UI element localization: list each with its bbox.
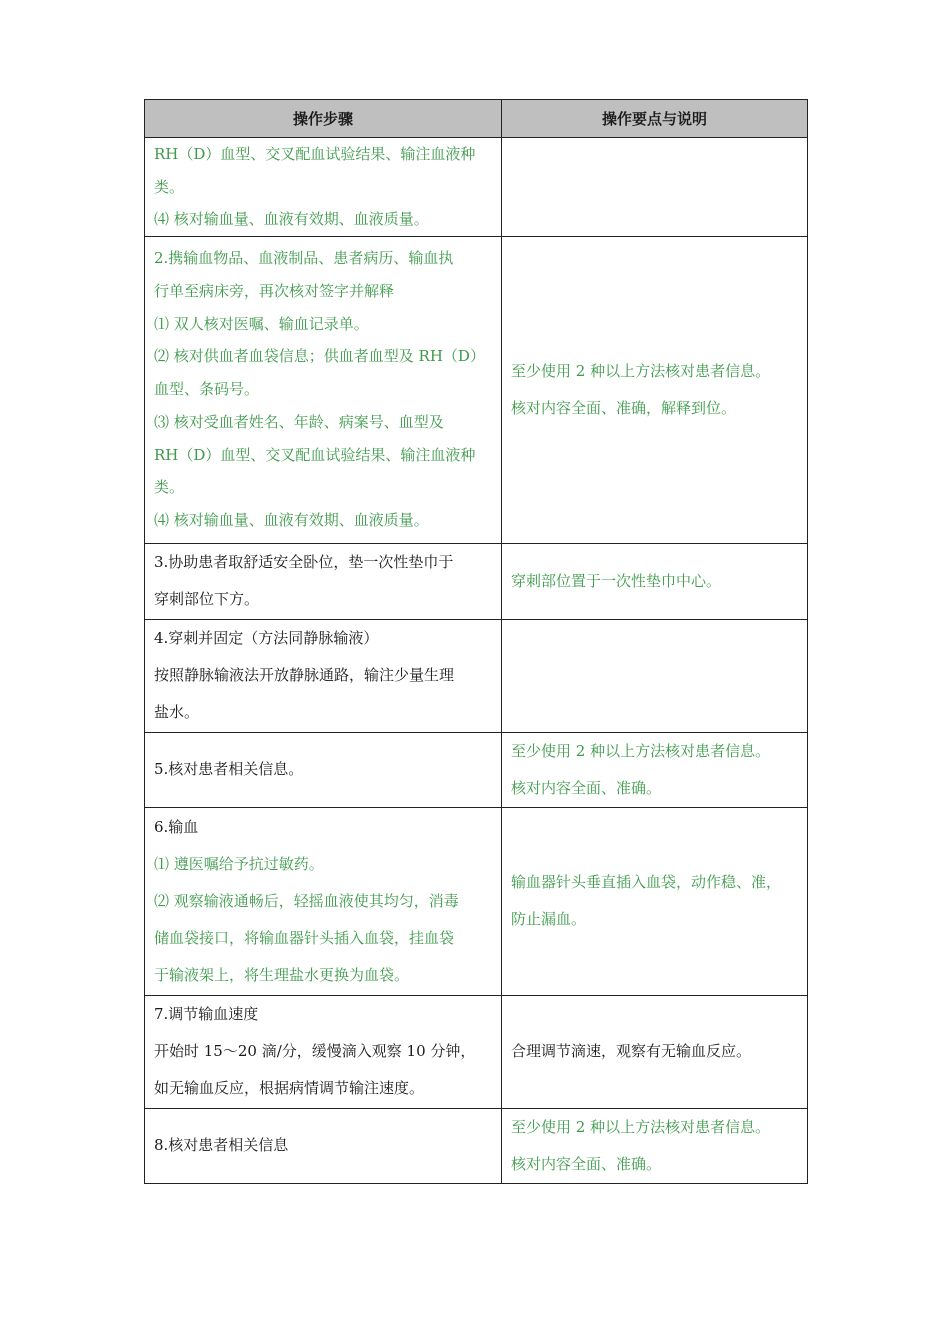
step-cell (145, 995, 502, 1108)
procedure-table (144, 99, 808, 1184)
step-line: 盐水。 (154, 703, 200, 721)
step-line: ⑷ 核对输血量、血液有效期、血液质量。 (154, 210, 429, 228)
table-row (145, 1108, 808, 1183)
step-line: 穿刺部位下方。 (154, 590, 260, 608)
step-line: ⑵ 观察输液通畅后，轻摇血液使其均匀，消毒 (154, 891, 459, 910)
step-cell (145, 543, 502, 619)
table-row (145, 807, 808, 995)
step-line: 行单至病床旁，再次核对签字并解释 (154, 281, 395, 300)
step-line: 血型、条码号。 (154, 380, 260, 399)
note-line: 核对内容全面、准确。 (511, 1154, 662, 1173)
table-body (145, 138, 808, 1184)
table-row (145, 543, 808, 619)
header-notes: 操作要点与说明 (502, 100, 808, 138)
step-cell (145, 807, 502, 995)
note-cell (502, 807, 808, 995)
table-row (145, 732, 808, 807)
step-line: 8.核对患者相关信息 (154, 1136, 289, 1154)
step-line: 按照静脉输液法开放静脉通路，输注少量生理 (154, 666, 455, 684)
note-cell (502, 236, 808, 543)
note-line: 核对内容全面、准确。 (511, 778, 662, 797)
note-cell (502, 995, 808, 1108)
table-row (145, 619, 808, 732)
note-line: 至少使用 2 种以上方法核对患者信息。 (511, 1117, 771, 1136)
step-line: 如无输血反应，根据病情调节输注速度。 (154, 1079, 425, 1097)
note-line: 合理调节滴速，观察有无输血反应。 (511, 1042, 752, 1060)
note-line: 至少使用 2 种以上方法核对患者信息。 (511, 741, 771, 760)
step-cell (145, 1108, 502, 1183)
note-line: 至少使用 2 种以上方法核对患者信息。 (511, 361, 771, 380)
step-line: 5.核对患者相关信息。 (154, 760, 304, 778)
step-line: ⑶ 核对受血者姓名、年龄、病案号、血型及 (154, 412, 444, 431)
step-line: ⑴ 双人核对医嘱、输血记录单。 (154, 314, 369, 333)
step-line: ⑷ 核对输血量、血液有效期、血液质量。 (154, 511, 429, 530)
step-line: 4.穿刺并固定（方法同静脉输液） (154, 629, 379, 647)
note-line: 穿刺部位置于一次性垫巾中心。 (511, 571, 722, 590)
note-cell (502, 619, 808, 732)
step-line: RH（D）血型、交叉配血试验结果、输注血液种 (154, 445, 476, 464)
table-header-row (145, 100, 808, 138)
note-cell (502, 732, 808, 807)
step-line: 3.协助患者取舒适安全卧位，垫一次性垫巾于 (154, 553, 454, 571)
table-row (145, 995, 808, 1108)
step-line: 7.调节输血速度 (154, 1005, 259, 1023)
step-line: 类。 (154, 177, 185, 196)
step-line: ⑵ 核对供血者血袋信息；供血者血型及 RH（D） (154, 347, 485, 366)
note-cell (502, 1108, 808, 1183)
table-row (145, 236, 808, 543)
note-line: 输血器针头垂直插入血袋，动作稳、准， (511, 873, 782, 891)
note-line: 核对内容全面、准确，解释到位。 (511, 398, 737, 417)
step-line: 储血袋接口，将输血器针头插入血袋，挂血袋 (154, 928, 455, 947)
step-line: 6.输血 (154, 817, 199, 836)
note-cell (502, 543, 808, 619)
step-cell (145, 138, 502, 237)
step-line: 2.携输血物品、血液制品、患者病历、输血执 (154, 248, 454, 267)
table-row (145, 138, 808, 237)
step-line: 于输液架上，将生理盐水更换为血袋。 (154, 965, 410, 984)
step-line: RH（D）血型、交叉配血试验结果、输注血液种 (154, 145, 476, 163)
step-line: ⑴ 遵医嘱给予抗过敏药。 (154, 854, 324, 873)
header-steps: 操作步骤 (145, 100, 502, 138)
step-line: 开始时 15～20 滴/分，缓慢滴入观察 10 分钟， (154, 1042, 476, 1060)
step-cell (145, 619, 502, 732)
step-cell (145, 236, 502, 543)
step-cell (145, 732, 502, 807)
note-cell (502, 138, 808, 237)
step-line: 类。 (154, 478, 185, 497)
procedure-sheet (144, 99, 807, 1184)
note-line: 防止漏血。 (511, 910, 587, 928)
